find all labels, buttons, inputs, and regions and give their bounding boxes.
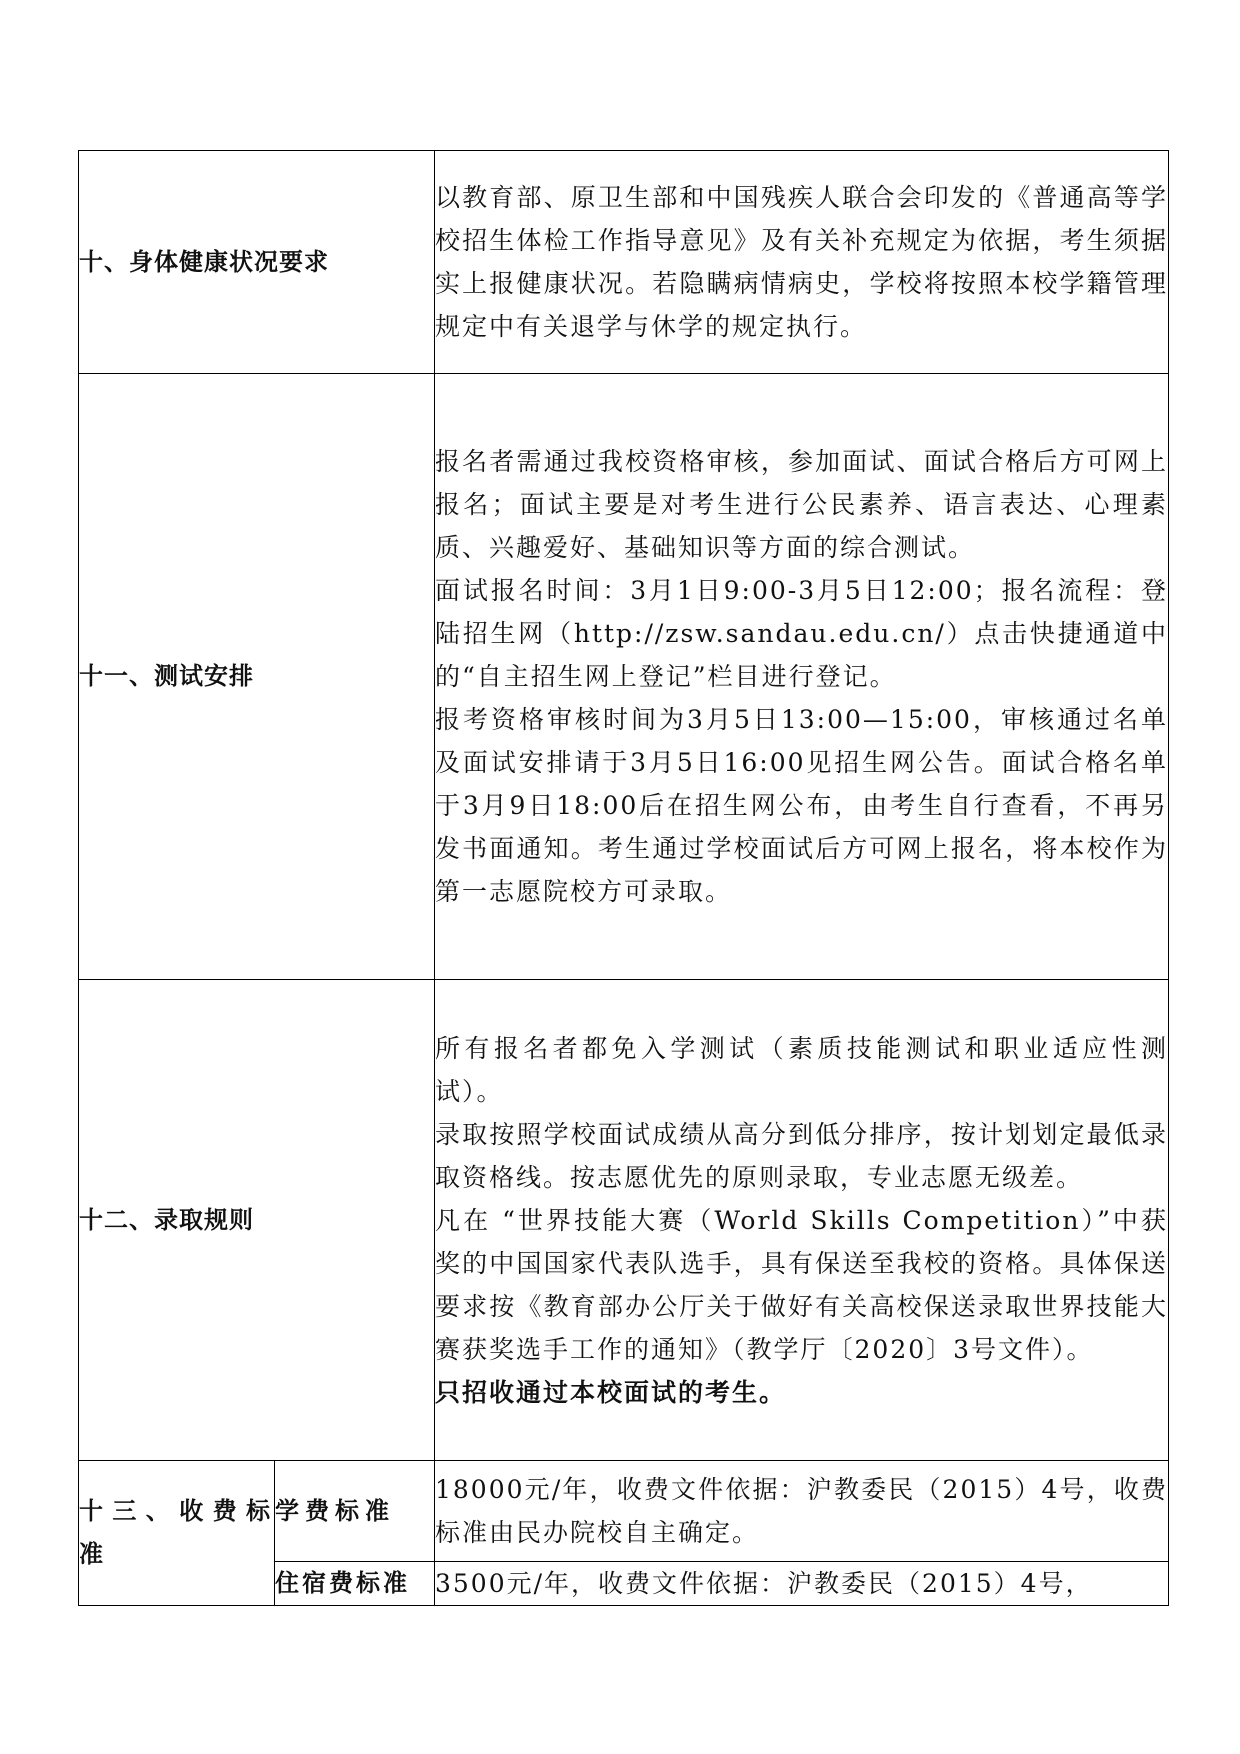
fee-content-accommodation: 3500元/年，收费文件依据：沪教委民（2015）4号， bbox=[435, 1562, 1169, 1606]
row-label-fees: 十三、收费标准 bbox=[79, 1461, 275, 1606]
health-paragraph-1: 以教育部、原卫生部和中国残疾人联合会印发的《普通高等学校招生体检工作指导意见》及有关补充规定为依据，考生须据实上报健康状况。若隐瞒病情病史，学校将按照本校学籍管理规定中有关退学与休学的规定执行。 bbox=[435, 183, 1168, 341]
admission-bold-note: 只招收通过本校面试的考生。 bbox=[435, 1377, 787, 1407]
table-row-admission-rules bbox=[79, 980, 1169, 1461]
admission-paragraph-3: 凡在 “世界技能大赛（World Skills Competition）”中获奖的中国国家代表队选手，具有保送至我校的资格。具体保送要求按《教育部办公厅关于做好有关高校保送录取世界技能大赛获奖选手工作的通知》（教学厅〔2020〕3号文件）。 bbox=[435, 1205, 1168, 1364]
test-paragraph-3: 报考资格审核时间为3月5日13:00—15:00，审核通过名单及面试安排请于3月5日16:00见招生网公告。面试合格名单于3月9日18:00后在招生网公布，由考生自行查看，不再另发书面通知。考生通过学校面试后方可网上报名，将本校作为第一志愿院校方可录取。 bbox=[435, 705, 1168, 906]
fee-label-accommodation: 住宿费标准 bbox=[275, 1562, 435, 1606]
admission-info-table bbox=[78, 150, 1169, 1606]
table-row-tuition bbox=[79, 1461, 1169, 1562]
test-paragraph-2: 面试报名时间：3月1日9:00-3月5日12:00；报名流程：登陆招生网（http://zsw.sandau.edu.cn/）点击快捷通道中的“自主招生网上登记”栏目进行登记。 bbox=[435, 576, 1168, 691]
admission-paragraph-1: 所有报名者都免入学测试（素质技能测试和职业适应性测试）。 bbox=[435, 1033, 1168, 1106]
admission-paragraph-2: 录取按照学校面试成绩从高分到低分排序，按计划划定最低录取资格线。按志愿优先的原则录取，专业志愿无级差。 bbox=[435, 1119, 1168, 1192]
table-row-test-arrangement bbox=[79, 374, 1169, 980]
row-content-test bbox=[435, 374, 1169, 980]
fee-label-tuition: 学费标准 bbox=[275, 1461, 435, 1562]
test-paragraph-1: 报名者需通过我校资格审核，参加面试、面试合格后方可网上报名；面试主要是对考生进行公民素养、语言表达、心理素质、兴趣爱好、基础知识等方面的综合测试。 bbox=[435, 447, 1168, 562]
row-label-admission: 十二、录取规则 bbox=[79, 980, 435, 1461]
row-label-test: 十一、测试安排 bbox=[79, 374, 435, 980]
table-row-health-requirements bbox=[79, 151, 1169, 374]
row-label-health: 十、身体健康状况要求 bbox=[79, 151, 435, 374]
row-content-health bbox=[435, 151, 1169, 374]
row-content-admission bbox=[435, 980, 1169, 1461]
fee-content-tuition: 18000元/年，收费文件依据：沪教委民（2015）4号，收费标准由民办院校自主确定。 bbox=[435, 1461, 1169, 1562]
